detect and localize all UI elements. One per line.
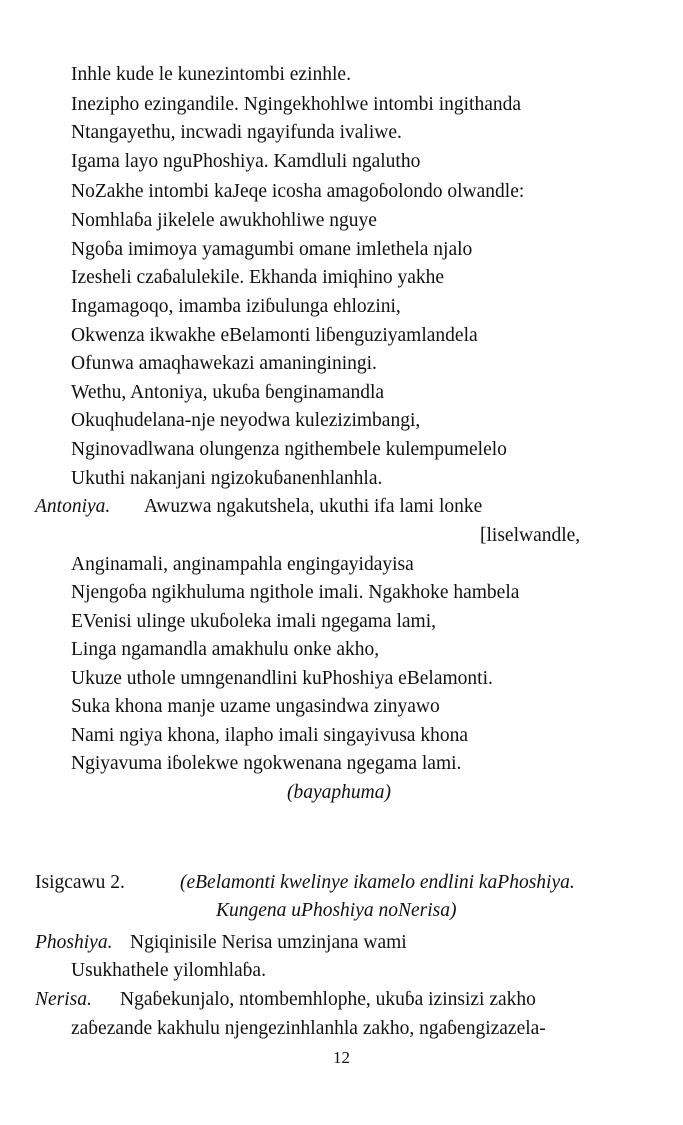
- verse-line: Okwenza ikwakhe eBelamonti liɓenguziyamlandela: [71, 325, 478, 346]
- speech-line: Nami ngiya khona, ilapho imali singayivusa khona: [71, 725, 468, 746]
- verse-line: Ntangayethu, incwadi ngayifunda ivaliwe.: [71, 122, 402, 143]
- verse-line: Igama layo nguPhoshiya. Kamdluli ngalutho: [71, 151, 421, 172]
- speaker-name: Phoshiya.: [35, 932, 113, 953]
- speech-line: Usukhathele yilomhlaɓa.: [71, 960, 266, 981]
- verse-line: Nginovadlwana olungenza ngithembele kulempumelelo: [71, 439, 507, 460]
- speech-line: Ukuze uthole umngenandlini kuPhoshiya eBelamonti.: [71, 668, 493, 689]
- verse-line: Inezipho ezingandile. Ngingekhohlwe intombi ingithanda: [71, 94, 522, 115]
- speech-continuation: [liselwandle,: [480, 525, 581, 546]
- speech-line: Ngiyavuma iɓolekwe ngokwenana ngegama lami.: [71, 753, 462, 774]
- speech-line: Anginamali, anginampahla engingayidayisa: [71, 554, 414, 575]
- speech-line: EVenisi ulinge ukuɓoleka imali ngegama lami,: [71, 611, 436, 632]
- verse-line: Inhle kude le kunezintombi ezinhle.: [71, 64, 351, 85]
- verse-line: Nomhlaɓa jikelele awukhohliwe nguye: [71, 210, 377, 231]
- verse-line: Wethu, Antoniya, ukuɓa ɓenginamandla: [71, 382, 385, 403]
- verse-line: Okuqhudelana-nje neyodwa kulezizimbangi,: [71, 410, 421, 431]
- verse-line: Izesheli czaɓalulekile. Ekhanda imiqhino yakhe: [71, 267, 445, 288]
- scene-direction: (eBelamonti kwelinye ikamelo endlini kaPhoshiya.: [180, 872, 575, 893]
- verse-line: Ofunwa amaqhawekazi amaninginingi.: [71, 353, 377, 374]
- speech-line: Linga ngamandla amakhulu onke akho,: [71, 639, 380, 660]
- scene-direction: Kungena uPhoshiya noNerisa): [216, 900, 457, 921]
- page-number: 12: [333, 1048, 350, 1067]
- speech-line: Awuzwa ngakutshela, ukuthi ifa lami lonke: [144, 496, 483, 517]
- verse-line: NoZakhe intombi kaJeqe icosha amagoɓolondo olwandle:: [71, 181, 525, 202]
- speech-line: Ngiqinisile Nerisa umzinjana wami: [130, 932, 407, 953]
- speech-line: Suka khona manje uzame ungasindwa zinyawo: [71, 696, 440, 717]
- scene-label: Isigcawu 2.: [35, 872, 125, 893]
- verse-line: Ingamagoqo, imamba iziɓulunga ehlozini,: [71, 296, 401, 317]
- stage-direction: (bayaphuma): [287, 782, 391, 803]
- speech-line: Njengoɓa ngikhuluma ngithole imali. Ngakhoke hambela: [71, 582, 520, 603]
- verse-line: Ngoɓa imimoya yamagumbi omane imlethela njalo: [71, 239, 473, 260]
- speech-line: Ngaɓekunjalo, ntombemhlophe, ukuɓa izinsizi zakho: [120, 989, 536, 1010]
- speaker-name: Antoniya.: [35, 496, 111, 517]
- speaker-name: Nerisa.: [35, 989, 92, 1010]
- verse-line: Ukuthi nakanjani ngizokuɓanenhlanhla.: [71, 468, 383, 489]
- speech-line: zaɓezande kakhulu njengezinhlanhla zakho, ngaɓengizazela-: [71, 1018, 546, 1039]
